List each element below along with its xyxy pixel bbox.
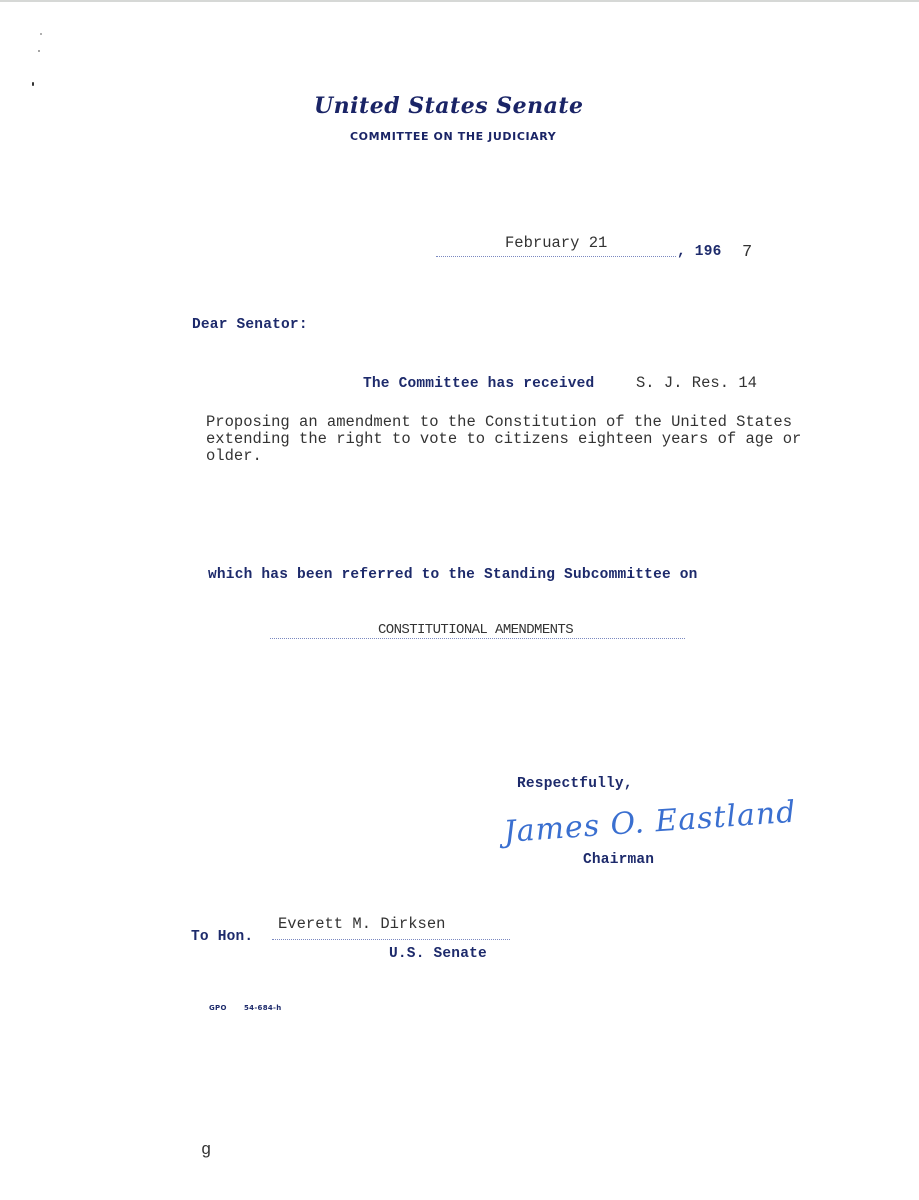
recipient-line [272,939,510,940]
printer-office: GPO [209,1004,227,1012]
description-line: older. [206,447,262,465]
resolution-number: S. J. Res. 14 [636,374,757,392]
signature: James O. Eastland [502,794,798,850]
recipient-name: Everett M. Dirksen [278,915,446,933]
signer-title: Chairman [583,852,655,868]
subcommittee-name: CONSTITUTIONAL AMENDMENTS [378,622,574,638]
recipient-affiliation: U.S. Senate [389,946,487,962]
date-month-day: February 21 [505,234,608,252]
printer-code: 54-684-h [244,1004,282,1012]
description-line: extending the right to vote to citizens eighteen years of age or [206,430,802,448]
date-year-prefix: , 196 [677,244,722,260]
recipient-prefix: To Hon. [191,929,254,945]
scan-speck [32,82,34,86]
date-line [436,256,676,257]
subcommittee-line [270,638,685,639]
letterhead-title: United States Senate [314,93,584,119]
scan-edge [0,0,919,2]
description-line: Proposing an amendment to the Constitution of the United States [206,413,792,431]
footer-mark: g [201,1141,212,1160]
letterhead-subtitle: COMMITTEE ON THE JUDICIARY [350,130,557,143]
scan-speck [40,33,42,35]
date-year-suffix: 7 [742,243,753,262]
salutation: Dear Senator: [192,317,308,333]
received-label: The Committee has received [363,376,595,392]
complimentary-close: Respectfully, [517,776,633,792]
scan-speck [38,50,40,52]
referral-label: which has been referred to the Standing Subcommittee on [208,567,698,583]
